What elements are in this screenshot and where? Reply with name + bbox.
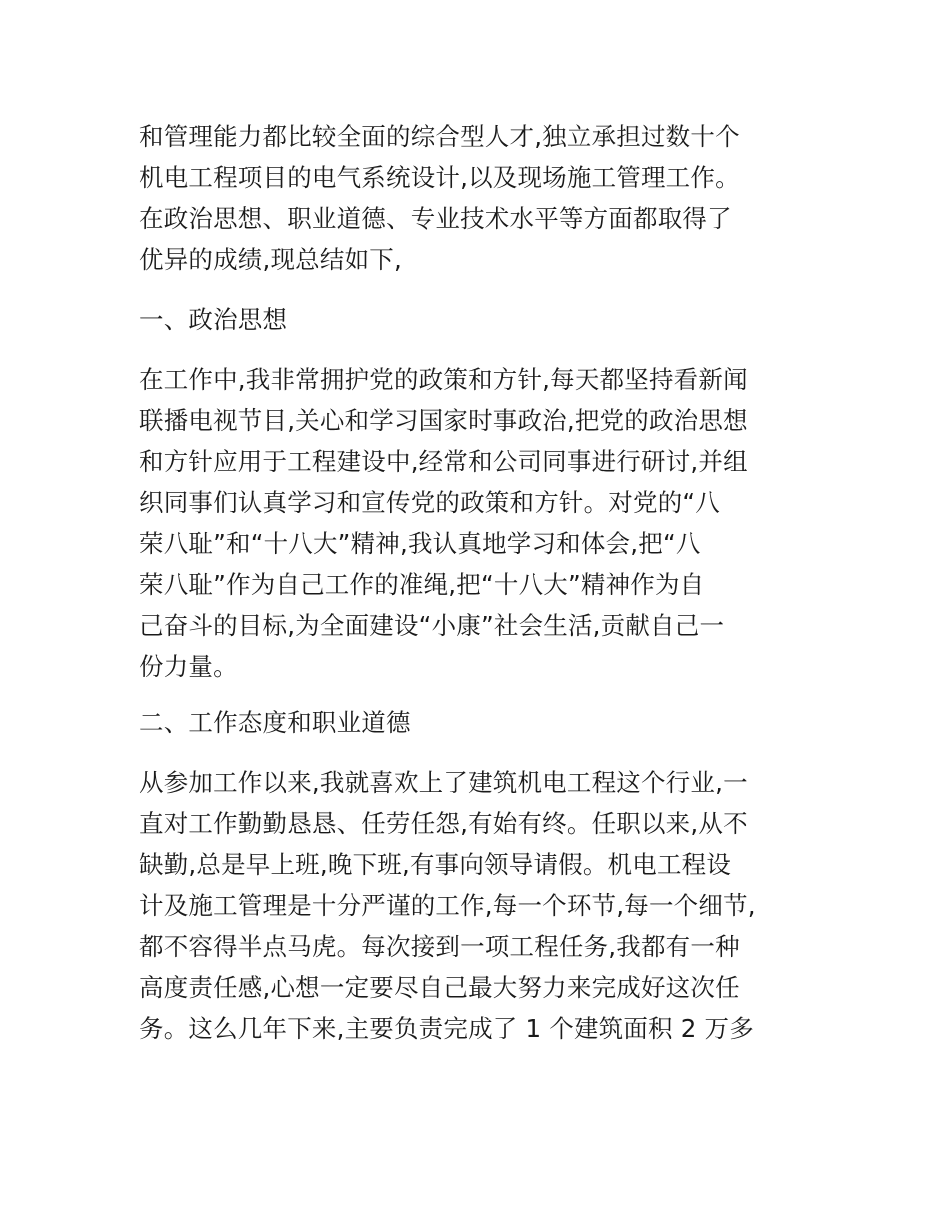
paragraph-2-line-1: 在工作中,我非常拥护党的政策和方针,每天都坚持看新闻: [139, 365, 748, 394]
paragraph-2-line-5: 荣八耻”和“十八大”精神,我认真地学习和体会,把“八: [139, 529, 701, 558]
paragraph-3-line-1: 从参加工作以来,我就喜欢上了建筑机电工程这个行业,一: [139, 768, 748, 797]
paragraph-2-line-7: 己奋斗的目标,为全面建设“小康”社会生活,贡献自己一: [139, 611, 725, 640]
paragraph-3-line-4: 计及施工管理是十分严谨的工作,每一个环节,每一个细节,: [139, 891, 756, 920]
paragraph-1-line-1: 和管理能力都比较全面的综合型人才,独立承担过数十个: [139, 122, 740, 151]
paragraph-3-line-5: 都不容得半点马虎。每次接到一项工程任务,我都有一种: [139, 932, 740, 961]
paragraph-1-line-2: 机电工程项目的电气系统设计,以及现场施工管理工作。: [139, 163, 740, 192]
paragraph-2-line-4: 织同事们认真学习和宣传党的政策和方针。对党的“八: [139, 488, 720, 517]
paragraph-3-line-6: 高度责任感,心想一定要尽自己最大努力来完成好这次任: [139, 973, 740, 1002]
paragraph-3-line-3: 缺勤,总是早上班,晚下班,有事向领导请假。机电工程设: [139, 850, 732, 879]
section-heading-1: 一、政治思想: [139, 305, 288, 334]
paragraph-3-line-7: 务。这么几年下来,主要负责完成了 1 个建筑面积 2 万多: [139, 1014, 754, 1043]
paragraph-1-line-3: 在政治思想、职业道德、专业技术水平等方面都取得了: [139, 204, 732, 233]
section-heading-2: 二、工作态度和职业道德: [139, 708, 411, 737]
paragraph-2-line-6: 荣八耻”作为自己工作的准绳,把“十八大”精神作为自: [139, 570, 705, 599]
paragraph-1-line-4: 优异的成绩,现总结如下,: [139, 245, 402, 274]
paragraph-2-line-8: 份力量。: [139, 652, 238, 681]
paragraph-2-line-3: 和方针应用于工程建设中,经常和公司同事进行研讨,并组: [139, 447, 748, 476]
paragraph-3-line-2: 直对工作勤勤恳恳、任劳任怨,有始有终。任职以来,从不: [139, 809, 748, 838]
paragraph-2-line-2: 联播电视节目,关心和学习国家时事政治,把党的政治思想: [139, 406, 748, 435]
